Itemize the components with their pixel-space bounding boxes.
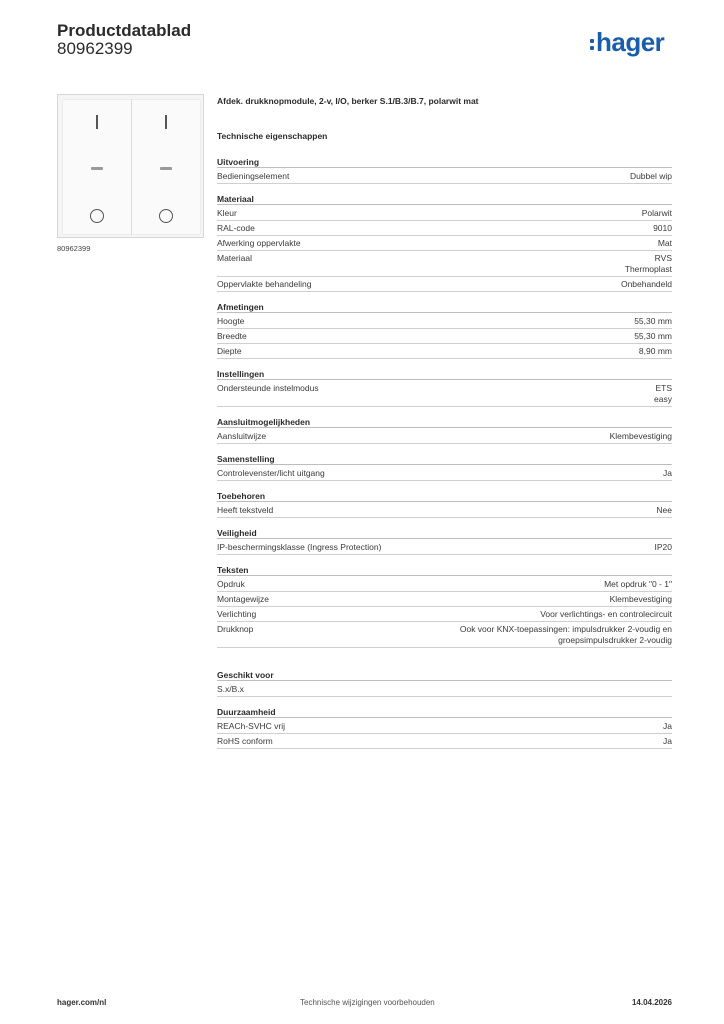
product-image: [57, 94, 204, 238]
spec-value: 9010: [653, 223, 672, 233]
spec-row: [217, 719, 672, 734]
spec-row: [217, 206, 672, 221]
spec-section: [217, 368, 672, 407]
spec-row: [217, 607, 672, 622]
spec-section: [217, 453, 672, 481]
spec-value: 55,30 mm: [634, 316, 672, 326]
page-title: Productdatablad: [57, 21, 192, 40]
spec-key: Afwerking oppervlakte: [217, 238, 301, 248]
spec-key: IP-beschermingsklasse (Ingress Protection): [217, 542, 382, 552]
spec-section: [217, 669, 672, 697]
spec-row: [217, 221, 672, 236]
spec-row: [217, 503, 672, 518]
spec-value: Voor verlichtings- en controlecircuit: [540, 609, 672, 619]
spec-value: Klembevestiging: [609, 431, 672, 441]
spec-key: Drukknop: [217, 624, 254, 634]
section-title: Samenstelling: [217, 453, 672, 465]
spec-key: RoHS conform: [217, 736, 273, 746]
spec-row: [217, 236, 672, 251]
footer-date: 14.04.2026: [631, 998, 672, 1007]
footer-website[interactable]: hager.com/nl: [57, 998, 107, 1007]
section-title: Veiligheid: [217, 527, 672, 539]
spec-row: [217, 622, 672, 648]
section-title: Materiaal: [217, 193, 672, 205]
spec-key: Opdruk: [217, 579, 245, 589]
spec-row: [217, 251, 672, 277]
spec-value: Dubbel wip: [629, 171, 672, 181]
spec-row: [217, 169, 672, 184]
spec-key: Controlevenster/licht uitgang: [217, 468, 325, 478]
spec-row: [217, 277, 672, 292]
spec-value: 8,90 mm: [638, 346, 672, 356]
spec-key: RAL-code: [217, 223, 255, 233]
spec-section: [217, 706, 672, 749]
spec-row: [217, 682, 672, 697]
spec-section: [217, 156, 672, 184]
section-title: Duurzaamheid: [217, 706, 672, 718]
spec-key: Bedieningselement: [217, 171, 290, 181]
spec-value: ETS easy: [654, 383, 672, 404]
section-title: Teksten: [217, 564, 672, 576]
on-symbol-icon: [96, 115, 98, 129]
spec-row: [217, 592, 672, 607]
spec-section: [217, 416, 672, 444]
spec-value: Polarwit: [641, 208, 672, 218]
spec-section: [217, 193, 672, 292]
spec-value: Ook voor KNX-toepassingen: impulsdrukker 2-voudig en groepsimpulsdrukker 2-voudig: [459, 624, 672, 645]
spec-section: [217, 564, 672, 648]
spec-key: S.x/B.x: [217, 684, 244, 694]
spec-row: [217, 466, 672, 481]
section-title: Toebehoren: [217, 490, 672, 502]
spec-row: [217, 540, 672, 555]
logo-text: hager: [596, 27, 665, 57]
product-description: Afdek. drukknopmodule, 2-v, I/O, berker S.1/B.3/B.7, polarwit mat: [217, 96, 479, 106]
spec-value: Nee: [656, 505, 672, 515]
spec-key: Heeft tekstveld: [217, 505, 274, 515]
spec-value: Mat: [657, 238, 672, 248]
led-indicator-icon: [160, 167, 172, 170]
spec-value: Ja: [663, 468, 672, 478]
spec-value: 55,30 mm: [634, 331, 672, 341]
spec-value: Onbehandeld: [620, 279, 672, 289]
spec-row: [217, 329, 672, 344]
spec-key: Diepte: [217, 346, 242, 356]
section-title: Afmetingen: [217, 301, 672, 313]
section-title: Aansluitmogelijkheden: [217, 416, 672, 428]
spec-row: [217, 381, 672, 407]
hager-logo: [590, 27, 664, 57]
on-symbol-icon: [165, 115, 167, 129]
spec-value: Met opdruk "0 - 1": [604, 579, 672, 589]
technical-properties-title: Technische eigenschappen: [217, 131, 328, 141]
image-caption: 80962399: [57, 244, 91, 253]
off-symbol-icon: [90, 209, 104, 223]
off-symbol-icon: [159, 209, 173, 223]
section-title: Uitvoering: [217, 156, 672, 168]
spec-key: Ondersteunde instelmodus: [217, 383, 319, 393]
spec-section: [217, 527, 672, 555]
spec-value: IP20: [654, 542, 672, 552]
product-number: 80962399: [57, 39, 133, 58]
spec-key: Aansluitwijze: [217, 431, 267, 441]
spec-key: Materiaal: [217, 253, 252, 263]
spec-row: [217, 734, 672, 749]
spec-key: Oppervlakte behandeling: [217, 279, 312, 289]
spec-value: Ja: [663, 721, 672, 731]
spec-value: Ja: [663, 736, 672, 746]
spec-row: [217, 577, 672, 592]
spec-section: [217, 490, 672, 518]
switch-plate-icon: [62, 99, 201, 235]
spec-value: Klembevestiging: [609, 594, 672, 604]
footer-notice: Technische wijzigingen voorbehouden: [300, 998, 435, 1007]
spec-value: RVS Thermoplast: [624, 253, 672, 274]
specifications-table: [217, 156, 672, 758]
spec-key: Verlichting: [217, 609, 257, 619]
section-title: Geschikt voor: [217, 669, 672, 681]
spec-key: Hoogte: [217, 316, 245, 326]
spec-key: Breedte: [217, 331, 247, 341]
spec-row: [217, 429, 672, 444]
logo-dots-icon: [590, 39, 594, 50]
spec-key: REACh-SVHC vrij: [217, 721, 286, 731]
led-indicator-icon: [91, 167, 103, 170]
spec-key: Kleur: [217, 208, 237, 218]
spec-key: Montagewijze: [217, 594, 269, 604]
spec-row: [217, 344, 672, 359]
spec-section: [217, 301, 672, 359]
section-title: Instellingen: [217, 368, 672, 380]
spec-row: [217, 314, 672, 329]
